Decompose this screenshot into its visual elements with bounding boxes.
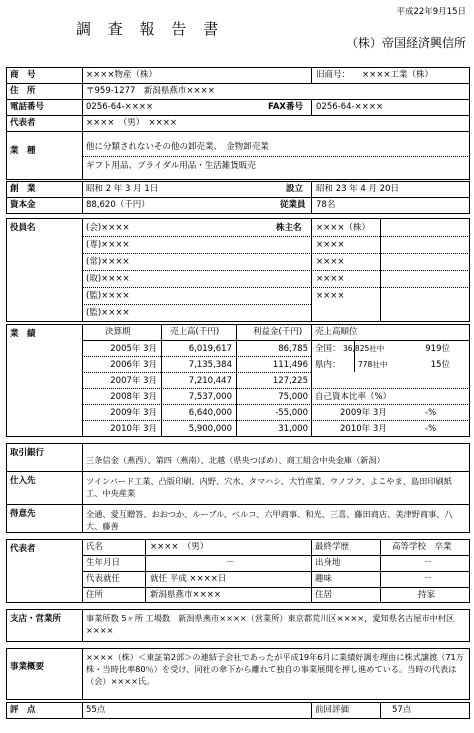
officer-5: (監)××××	[86, 291, 130, 301]
label-rep-detail: 代表者	[10, 544, 36, 554]
ratio-value-2009: -%	[425, 408, 437, 418]
rep-address: 新潟県燕市××××	[150, 590, 221, 600]
rep-appointed: 就任 平成 ××××日	[150, 574, 227, 584]
bank-list: 三条信金（燕西）、第四（燕南）、北越（県央つばめ）、商工組合中央金庫（新潟）	[86, 455, 385, 465]
rep-hobby: －	[424, 574, 433, 584]
rep-hometown: －	[424, 558, 433, 568]
label-old-name: 旧商号：	[316, 70, 351, 80]
shareholder-5: ××××	[316, 291, 345, 301]
period-2008: 2008年 3月	[110, 392, 157, 402]
label-branches: 支店・営業所	[10, 614, 62, 624]
officer-6: (監)××××	[86, 308, 130, 318]
branch-list: 事業所数 5ヶ所 工場数 新潟県燕市××××（営業所）東京都荒川区××××，愛知県名古屋市中村区××××	[86, 613, 455, 635]
label-representative: 代表者	[10, 118, 36, 128]
label-industry: 業 種	[10, 146, 36, 156]
col-profit: 利益金(千円)	[253, 327, 303, 337]
tel-number: 0256-64-××××	[86, 102, 154, 112]
rep-residence: 持家	[418, 590, 436, 600]
ratio-period-2010: 2010年 3月	[340, 424, 387, 434]
ratio-period-2009: 2009年 3月	[340, 408, 387, 418]
label-shareholders: 株主名	[276, 223, 302, 233]
period-2006: 2006年 3月	[110, 360, 157, 370]
label-performance: 業 績	[10, 329, 36, 339]
fax-number: 0256-64-××××	[316, 102, 384, 112]
col-sales: 売上高(千円)	[170, 327, 220, 337]
company-address: 〒959-1277 新潟県燕市××××	[86, 86, 215, 96]
founded-date: 昭和 2 年 3 月 1日	[86, 184, 159, 194]
customer-list: 全通、愛互贈答、おおつか、ルーブル、ベルコ、六甲商事、和光、三喜、藤田商店、美津野商事、八大、藤善	[86, 509, 453, 531]
label-bank: 取引銀行	[10, 448, 45, 458]
period-2005: 2005年 3月	[110, 344, 157, 354]
previous-rating-score: 57点	[392, 705, 412, 715]
label-appointed: 代表就任	[86, 574, 121, 584]
prefecture-companies: 778社中	[358, 360, 388, 369]
supplier-list: ツインバード工業、凸版印刷、内野、穴水、タマハシ、大竹産業、ウノフク、よこやま、島田印刷紙工、中央産業	[86, 476, 452, 498]
national-rank: 919位	[425, 344, 450, 354]
label-education: 最終学歴	[315, 542, 350, 552]
officer-2: (専)××××	[86, 240, 130, 250]
business-summary: ××××（株）＜東証第2部＞の連結子会社であったが平成19年6月に業績好調を理由に株式譲渡（71万株・当時比率80％）を受け、同社の傘下から離れて独自の事業展開を押し進めている。当時の代表は（会）××××氏。	[86, 652, 464, 686]
officer-3: (常)××××	[86, 257, 130, 267]
report-title: 調 査 報 告 書	[76, 20, 225, 38]
label-address: 住 所	[10, 86, 36, 96]
period-2007: 2007年 3月	[110, 376, 157, 386]
label-hometown: 出身地	[315, 558, 341, 568]
shareholder-4: ××××	[316, 274, 345, 284]
capital-value: 88,620（千円）	[86, 200, 150, 210]
label-equity-ratio: 自己資本比率（%）	[315, 392, 392, 402]
ratio-value-2010: -%	[425, 424, 437, 434]
rating-score: 55点	[86, 705, 106, 715]
label-rep-address: 住所	[86, 590, 104, 600]
label-employees: 従業員	[280, 200, 306, 210]
label-capital: 資本金	[10, 200, 36, 210]
established-date: 昭和 23 年 4 月 20日	[316, 184, 400, 194]
label-birthdate: 生年月日	[86, 558, 121, 568]
label-officers: 役員名	[10, 223, 36, 233]
officer-4: (取)××××	[86, 274, 130, 284]
prefecture-rank: 15位	[430, 360, 450, 370]
shareholder-1: ××××（株）	[316, 223, 370, 233]
label-founded: 創 業	[10, 184, 36, 194]
label-shogo: 商 号	[10, 70, 36, 80]
company-name: ××××物産（株）	[86, 70, 157, 80]
sales-2010: 5,900,000	[188, 424, 232, 434]
sales-2006: 7,135,384	[188, 360, 232, 370]
label-rep-name: 氏名	[86, 542, 104, 552]
old-company-name: ××××工業（株）	[362, 70, 433, 80]
label-established: 設立	[286, 184, 304, 194]
profit-2006: 111,496	[272, 360, 308, 370]
profit-2009: -55,000	[275, 408, 308, 418]
rep-birthdate: －	[226, 558, 235, 568]
representative-name: ×××× （男） ××××	[86, 118, 177, 128]
rep-name: ×××× （男）	[150, 542, 209, 552]
issuer-company: （株）帝国経済興信所	[345, 36, 466, 50]
industry-line-1: 他に分類されないその他の卸売業、 金物卸売業	[86, 142, 269, 152]
label-national: 全国：	[315, 344, 341, 354]
label-previous-rating: 前回評価	[315, 705, 350, 715]
label-tel: 電話番号	[10, 102, 45, 112]
shareholder-3: ××××	[316, 257, 345, 267]
label-fax: FAX番号	[268, 102, 303, 112]
sales-2007: 7,210,447	[188, 376, 232, 386]
industry-line-2: ギフト用品、ブライダル用品・生活雑貨販売	[86, 161, 256, 171]
period-2010: 2010年 3月	[110, 424, 157, 434]
label-customer: 得意先	[10, 509, 36, 519]
col-sales-rank: 売上高順位	[315, 327, 358, 337]
officer-1: (会)××××	[86, 223, 130, 233]
sales-2005: 6,019,617	[188, 344, 232, 354]
sales-2009: 6,640,000	[188, 408, 232, 418]
label-hobby: 趣味	[315, 574, 333, 584]
label-summary: 事業概要	[10, 662, 45, 672]
rep-education: 高等学校 卒業	[392, 542, 452, 552]
label-residence: 住居	[315, 590, 333, 600]
label-rating: 評 点	[10, 705, 36, 715]
employee-count: 78名	[316, 200, 336, 210]
label-prefecture: 県内：	[315, 360, 341, 370]
label-supplier: 仕入先	[10, 476, 36, 486]
profit-2008: 75,000	[278, 392, 308, 402]
national-companies: 36,825社中	[343, 344, 385, 353]
period-2009: 2009年 3月	[110, 408, 157, 418]
profit-2010: 31,000	[278, 424, 308, 434]
profit-2007: 127,225	[272, 376, 308, 386]
profit-2005: 86,785	[278, 344, 308, 354]
sales-2008: 7,537,000	[188, 392, 232, 402]
shareholder-2: ××××	[316, 240, 345, 250]
col-fiscal-period: 決算期	[105, 327, 131, 337]
report-date: 平成22年9月15日	[396, 7, 466, 17]
